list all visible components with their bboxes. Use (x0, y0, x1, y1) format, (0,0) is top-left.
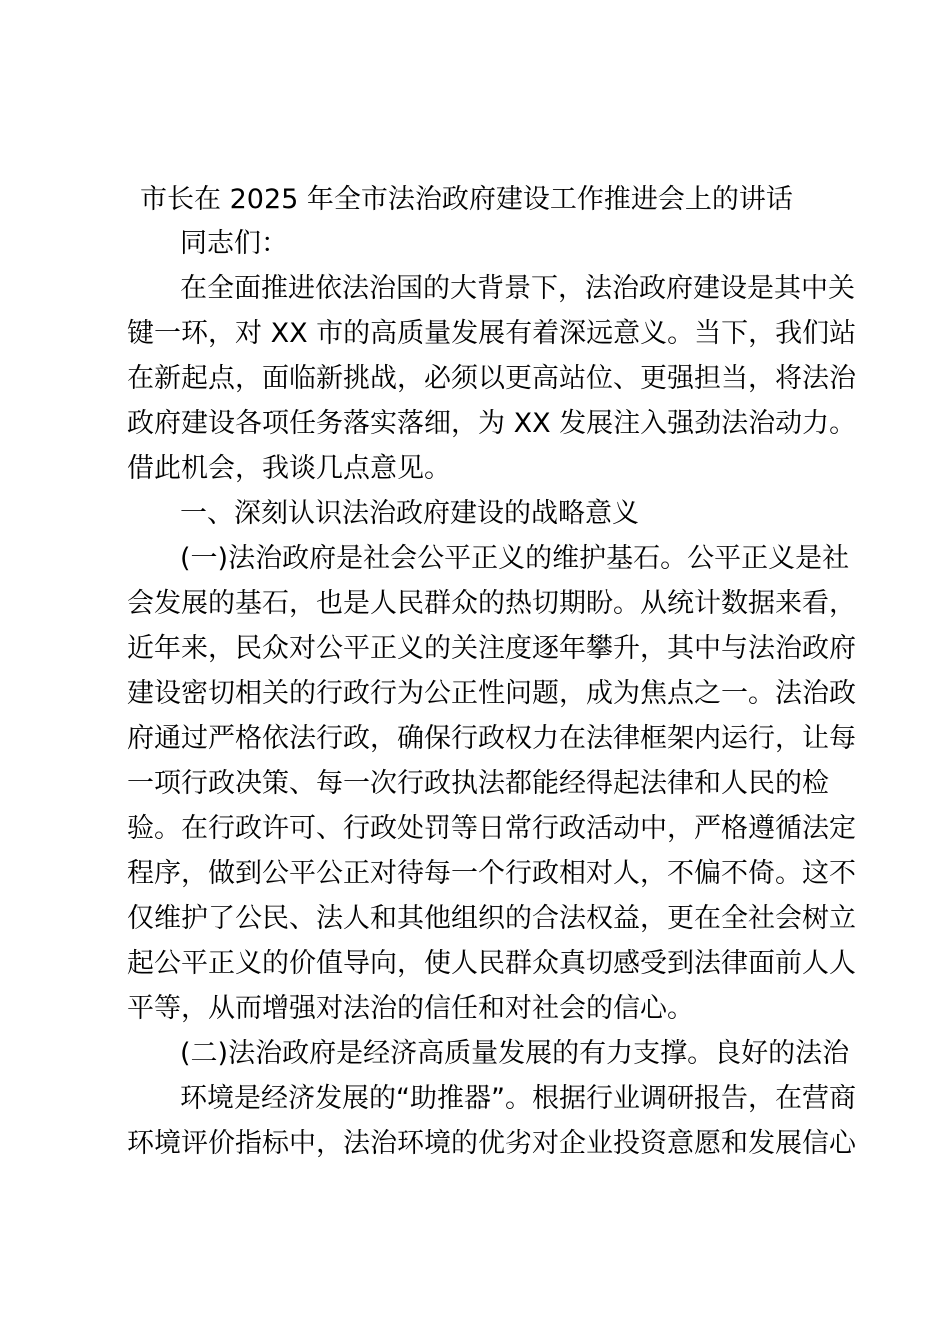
paragraph-line: 近年来，民众对公平正义的关注度逐年攀升，其中与法治政府 (127, 633, 856, 664)
paragraph-line: 建设密切相关的行政行为公正性问题，成为焦点之一。法治政 (127, 678, 856, 709)
salutation: 同志们： (180, 228, 288, 259)
paragraph-line: 环境评价指标中，法治环境的优劣对企业投资意愿和发展信心 (127, 1128, 856, 1159)
paragraph-line: 借此机会，我谈几点意见。 (127, 453, 451, 484)
paragraph-line: 平等，从而增强对法治的信任和对社会的信心。 (127, 993, 694, 1024)
paragraph-line: 验。在行政许可、行政处罚等日常行政活动中，严格遵循法定 (127, 813, 856, 844)
paragraph-line: 环境是经济发展的“助推器”。根据行业调研报告，在营商 (180, 1083, 856, 1114)
section-heading: 一、深刻认识法治政府建设的战略意义 (180, 498, 639, 529)
paragraph-line: 在全面推进依法治国的大背景下，法治政府建设是其中关 (180, 273, 855, 304)
paragraph-line: 程序，做到公平公正对待每一个行政相对人，不偏不倚。这不 (127, 858, 856, 889)
paragraph-line: 起公平正义的价值导向，使人民群众真切感受到法律面前人人 (127, 948, 856, 979)
paragraph-line: 仅维护了公民、法人和其他组织的合法权益，更在全社会树立 (127, 903, 856, 934)
subsection-heading-line: (一)法治政府是社会公平正义的维护基石。公平正义是社 (180, 543, 850, 574)
paragraph-line: 政府建设各项任务落实落细，为 XX 发展注入强劲法治动力。 (127, 408, 857, 439)
subsection-heading-line: (二)法治政府是经济高质量发展的有力支撑。良好的法治 (180, 1038, 850, 1069)
document-title: 市长在 2025 年全市法治政府建设工作推进会上的讲话 (140, 184, 793, 215)
paragraph-line: 键一环，对 XX 市的高质量发展有着深远意义。当下，我们站 (127, 318, 857, 349)
paragraph-line: 在新起点，面临新挑战，必须以更高站位、更强担当，将法治 (127, 363, 856, 394)
paragraph-line: 一项行政决策、每一次行政执法都能经得起法律和人民的检 (127, 768, 829, 799)
paragraph-line: 府通过严格依法行政，确保行政权力在法律框架内运行，让每 (127, 723, 856, 754)
paragraph-line: 会发展的基石，也是人民群众的热切期盼。从统计数据来看， (127, 588, 856, 619)
